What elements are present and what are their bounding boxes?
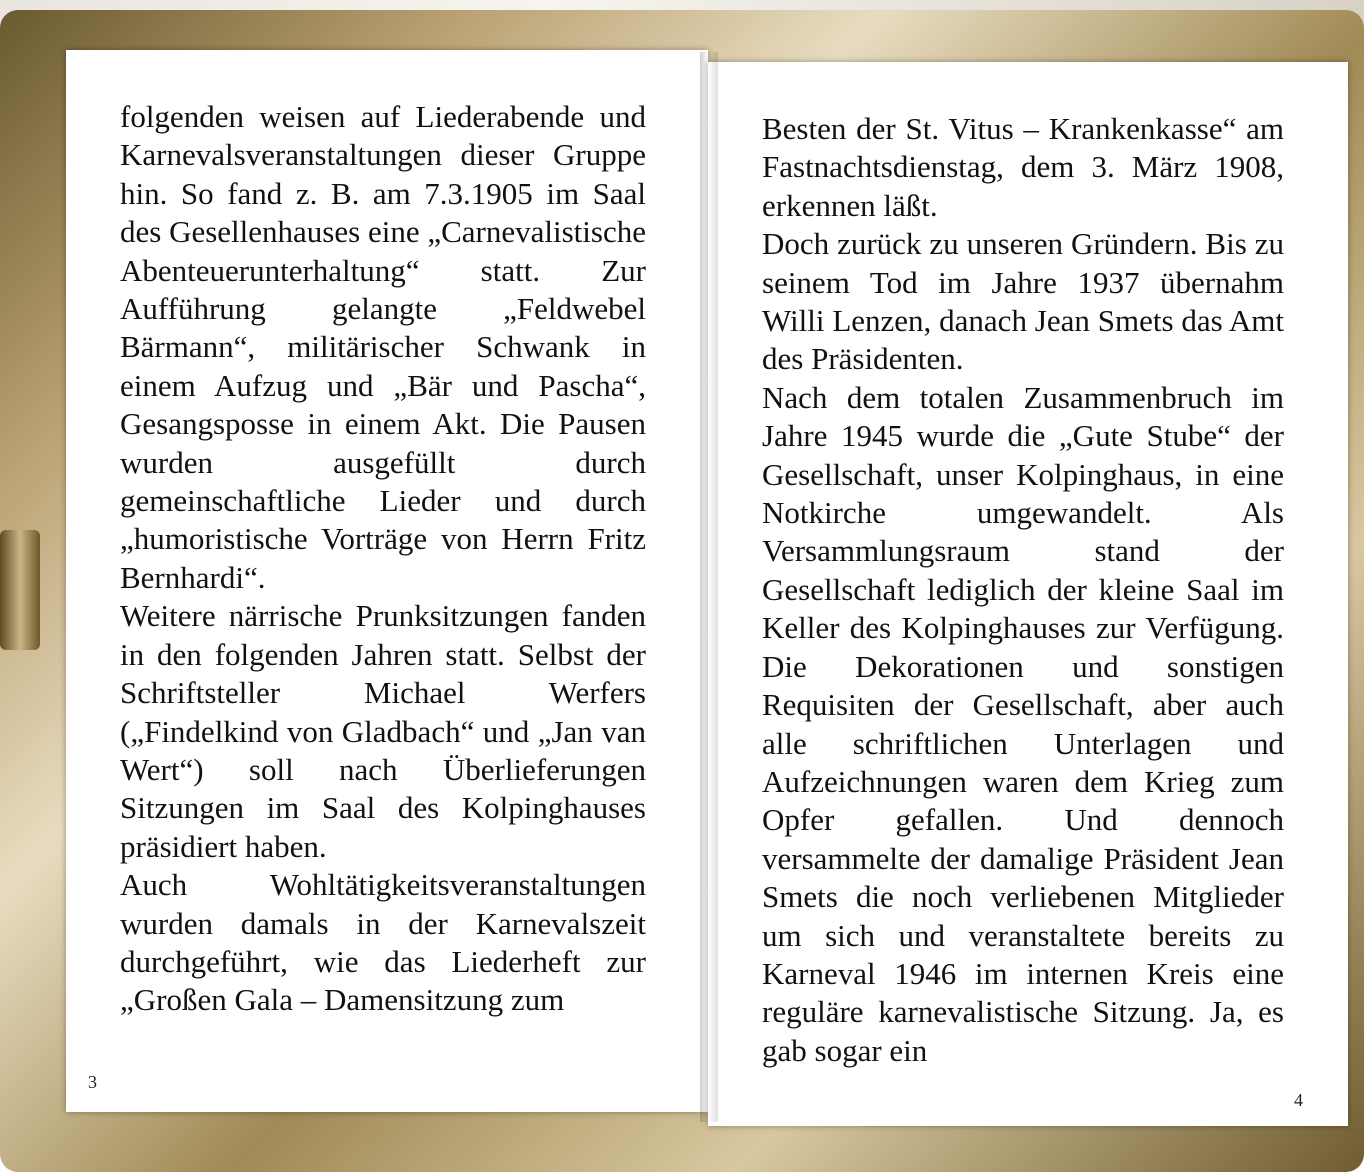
right-paragraph-1: Besten der St. Vitus – Krankenkasse“ am Fastnachtsdienstag, dem 3. März 1908, erkennen läßt.: [762, 111, 1284, 223]
left-page-text: [120, 98, 646, 1020]
left-paragraph-2: Weitere närrische Prunksitzungen fanden in den folgenden Jahren statt. Selbst der Schriftsteller Michael Werfers („Findelkind von Gladbach“ und „Jan van Wert“) soll nach Überlieferungen Sitzungen im Saal des Kolpinghauses präsidiert haben.: [120, 598, 646, 864]
left-paragraph-1: folgenden weisen auf Liederabende und Karnevalsveranstaltungen dieser Gruppe hin. So fand z. B. am 7.3.1905 im Saal des Gesellenhauses eine „Carnevalistische Abenteuerunterhaltung“ statt. Zur Aufführung gelangte „Feldwebel Bärmann“, militärischer Schwank in einem Aufzug und „Bär und Pascha“, Gesangsposse in einem Akt. Die Pausen wurden ausgefüllt durch gemeinschaftliche Lieder und durch „humoristische Vorträge von Herrn Fritz Bernhardi“.: [120, 99, 646, 595]
book-gutter: [700, 52, 718, 1122]
left-paragraph-3: Auch Wohltätigkeitsveranstaltungen wurden damals in der Karnevalszeit durchgeführt, wie das Liederheft zur „Großen Gala – Damensitzung zum: [120, 867, 646, 1018]
page-number-right: 4: [1294, 1090, 1303, 1110]
right-page-text: [762, 110, 1284, 1070]
page-number-left: 3: [88, 1072, 97, 1092]
right-paragraph-3: Nach dem totalen Zusammenbruch im Jahre 1945 wurde die „Gute Stube“ der Gesellschaft, unser Kolpinghaus, in eine Notkirche umgewandelt. Als Versammlungsraum stand der Gesellschaft lediglich der kleine Saal im Keller des Kolpinghauses zur Verfügung. Die Dekorationen und sonstigen Requisiten der Gesellschaft, aber auch alle schriftlichen Unterlagen und Aufzeichnungen waren dem Krieg zum Opfer gefallen. Und dennoch versammelte der damalige Präsident Jean Smets die noch verliebenen Mitglieder um sich und veranstaltete bereits zu Karneval 1946 im internen Kreis eine reguläre karnevalistische Sitzung. Ja, es gab sogar ein: [762, 379, 1284, 1068]
book-clasp: [0, 530, 40, 650]
right-paragraph-2: Doch zurück zu unseren Gründern. Bis zu seinem Tod im Jahre 1937 übernahm Willi Lenzen, danach Jean Smets das Amt des Präsidenten.: [762, 226, 1284, 377]
